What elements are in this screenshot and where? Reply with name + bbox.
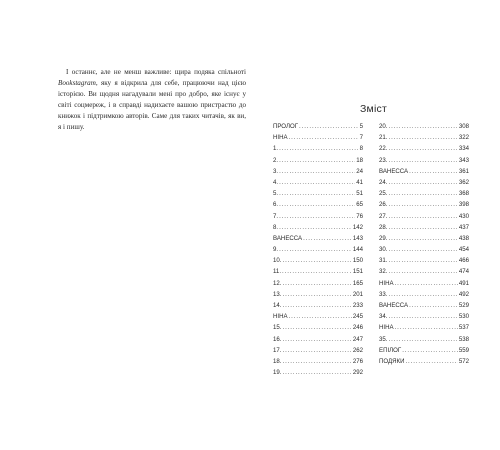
toc-entry xyxy=(379,121,469,132)
toc-dot-leader xyxy=(395,322,458,333)
toc-dot-leader xyxy=(282,334,351,345)
toc-entry xyxy=(273,266,363,277)
toc-dot-leader xyxy=(282,289,351,300)
toc-dot-leader xyxy=(279,222,352,233)
toc-dot-leader xyxy=(279,188,355,199)
toc-dot-leader xyxy=(282,266,352,277)
toc-entry xyxy=(273,255,363,266)
toc-entry xyxy=(273,367,363,378)
toc-entry-label: 1. xyxy=(273,145,279,153)
toc-entry xyxy=(379,255,469,266)
toc-entry-page: 41 xyxy=(356,178,363,186)
toc-dot-leader xyxy=(388,177,457,188)
toc-entry xyxy=(273,311,363,322)
toc-entry-label: 19. xyxy=(273,369,282,377)
toc-entry xyxy=(379,356,469,367)
toc-entry-label: 32. xyxy=(379,268,388,276)
toc-dot-leader xyxy=(388,334,457,345)
toc-dot-leader xyxy=(303,233,352,244)
toc-title: Зміст xyxy=(360,103,387,115)
acknowledgement-text-end: , яку я відкрила для себе, працюючи над цією історією. Ви щодня нагадували мені про добро, яке існує у світі соцмереж, і в справді надихаєте вашою пристрастю до книжок і підтримкою авторів. Саме для таких читачів, як ви, я і пишу. xyxy=(58,79,246,132)
acknowledgement-text-start: І останнє, але не менш важливе: щира подяка спільноті xyxy=(66,68,246,77)
toc-entry xyxy=(273,334,363,345)
toc-entry-page: 538 xyxy=(458,335,469,343)
toc-dot-leader xyxy=(388,199,457,210)
toc-entry xyxy=(379,177,469,188)
toc-entry xyxy=(379,289,469,300)
toc-entry xyxy=(273,132,363,143)
toc-entry-page: 530 xyxy=(458,313,469,321)
toc-entry-page: 245 xyxy=(352,313,363,321)
toc-entry-label: 18. xyxy=(273,357,282,365)
toc-dot-leader xyxy=(388,266,457,277)
toc-entry-page: 143 xyxy=(352,234,363,242)
toc-entry-page: 65 xyxy=(356,201,363,209)
toc-entry xyxy=(379,244,469,255)
toc-entry-label: 6. xyxy=(273,201,279,209)
toc-dot-leader xyxy=(388,255,457,266)
toc-entry xyxy=(273,356,363,367)
toc-entry-page: 5 xyxy=(359,123,363,130)
toc-dot-leader xyxy=(388,233,457,244)
toc-entry-label: 27. xyxy=(379,212,388,220)
toc-entry-label: 11. xyxy=(273,268,282,276)
toc-dot-leader xyxy=(388,121,457,132)
toc-entry xyxy=(273,278,363,289)
toc-dot-leader xyxy=(279,244,352,255)
toc-dot-leader xyxy=(409,300,458,311)
toc-entry xyxy=(273,177,363,188)
toc-entry-page: 559 xyxy=(458,346,469,354)
toc-dot-leader xyxy=(279,155,355,166)
toc-dot-leader xyxy=(388,289,457,300)
toc-dot-leader xyxy=(282,345,351,356)
toc-entry-label: 22. xyxy=(379,145,388,153)
toc-entry xyxy=(273,289,363,300)
toc-dot-leader xyxy=(395,278,458,289)
toc-entry-page: 491 xyxy=(458,279,469,287)
toc-entry-label: НІНА xyxy=(379,279,394,287)
toc-entry-page: 362 xyxy=(458,178,469,186)
toc-entry-page: 438 xyxy=(458,234,469,242)
toc-dot-leader xyxy=(409,166,458,177)
toc-dot-leader xyxy=(299,121,359,132)
toc-entry-label: 26. xyxy=(379,201,388,209)
toc-entry xyxy=(379,278,469,289)
toc-entry-label: 29. xyxy=(379,234,388,242)
toc-entry xyxy=(273,143,363,154)
toc-entry-label: 30. xyxy=(379,246,388,254)
toc-entry-page: 474 xyxy=(458,268,469,276)
toc-entry-page: 247 xyxy=(352,335,363,343)
toc-entry xyxy=(379,211,469,222)
toc-entry-label: НІНА xyxy=(273,313,288,321)
toc-entry-label: 31. xyxy=(379,257,388,265)
toc-entry-page: 322 xyxy=(458,134,469,142)
toc-entry-page: 572 xyxy=(458,357,469,365)
toc-entry-page: 454 xyxy=(458,246,469,254)
toc-entry-label: 12. xyxy=(273,279,282,287)
toc-entry-label: 4. xyxy=(273,178,279,186)
toc-entry xyxy=(379,155,469,166)
toc-entry-page: 334 xyxy=(458,145,469,153)
toc-entry-label: 2. xyxy=(273,156,279,164)
toc-entry-label: 17. xyxy=(273,346,282,354)
toc-dot-leader xyxy=(282,255,351,266)
toc-dot-leader xyxy=(279,211,355,222)
toc-column-right xyxy=(379,121,469,367)
toc-dot-leader xyxy=(282,367,351,378)
toc-entry xyxy=(379,266,469,277)
acknowledgement-paragraph xyxy=(58,67,246,133)
toc-entry xyxy=(379,334,469,345)
toc-dot-leader xyxy=(279,199,355,210)
toc-entry-label: ПОДЯКИ xyxy=(379,357,405,365)
toc-entry-label: 25. xyxy=(379,190,388,198)
toc-entry-label: НІНА xyxy=(273,134,288,142)
toc-dot-leader xyxy=(282,322,351,333)
toc-dot-leader xyxy=(282,300,351,311)
toc-entry-page: 76 xyxy=(356,212,363,220)
toc-dot-leader xyxy=(388,244,457,255)
toc-entry-page: 368 xyxy=(458,190,469,198)
toc-entry xyxy=(273,121,363,132)
toc-entry xyxy=(273,199,363,210)
toc-dot-leader xyxy=(388,222,457,233)
toc-entry-page: 276 xyxy=(352,357,363,365)
toc-entry-page: 51 xyxy=(356,190,363,198)
toc-entry-page: 292 xyxy=(352,369,363,377)
toc-entry xyxy=(273,345,363,356)
toc-entry xyxy=(273,244,363,255)
toc-entry-label: 21. xyxy=(379,134,388,142)
toc-entry-label: 3. xyxy=(273,167,279,175)
toc-entry-label: ВАНЕССА xyxy=(379,167,409,175)
toc-entry-label: ПРОЛОГ xyxy=(273,123,299,130)
toc-entry-label: 20. xyxy=(379,123,388,130)
toc-entry-page: 466 xyxy=(458,257,469,265)
toc-entry-page: 8 xyxy=(359,145,363,153)
toc-entry-page: 144 xyxy=(352,246,363,254)
toc-entry-page: 529 xyxy=(458,302,469,309)
toc-entry xyxy=(379,188,469,199)
toc-entry xyxy=(379,233,469,244)
toc-entry xyxy=(379,300,469,311)
toc-entry-label: 14. xyxy=(273,302,282,309)
toc-dot-leader xyxy=(279,177,355,188)
toc-entry-label: ВАНЕССА xyxy=(273,234,303,242)
toc-entry-page: 142 xyxy=(352,223,363,231)
toc-entry-page: 201 xyxy=(352,290,363,298)
toc-entry-label: 16. xyxy=(273,335,282,343)
toc-entry-label: 10. xyxy=(273,257,282,265)
toc-entry-page: 343 xyxy=(458,156,469,164)
toc-entry-label: 7. xyxy=(273,212,279,220)
toc-entry-label: 35. xyxy=(379,335,388,343)
toc-entry-page: 18 xyxy=(356,156,363,164)
toc-dot-leader xyxy=(289,311,352,322)
toc-dot-leader xyxy=(279,143,359,154)
toc-entry xyxy=(273,166,363,177)
toc-entry-page: 7 xyxy=(359,134,363,142)
toc-entry-page: 537 xyxy=(458,324,469,332)
toc-entry-label: 33. xyxy=(379,290,388,298)
toc-dot-leader xyxy=(405,356,457,367)
toc-entry xyxy=(273,155,363,166)
toc-entry xyxy=(379,322,469,333)
toc-entry-page: 262 xyxy=(352,346,363,354)
toc-entry-label: НІНА xyxy=(379,324,394,332)
toc-entry xyxy=(379,311,469,322)
toc-entry-page: 492 xyxy=(458,290,469,298)
toc-entry-page: 233 xyxy=(352,302,363,309)
toc-entry xyxy=(379,166,469,177)
toc-entry-label: 24. xyxy=(379,178,388,186)
toc-dot-leader xyxy=(289,132,359,143)
toc-entry-page: 24 xyxy=(356,167,363,175)
toc-entry xyxy=(379,143,469,154)
toc-entry-label: 15. xyxy=(273,324,282,332)
toc-entry xyxy=(379,132,469,143)
toc-dot-leader xyxy=(388,132,457,143)
toc-entry-label: 13. xyxy=(273,290,282,298)
toc-dot-leader xyxy=(282,356,351,367)
toc-entry-label: ВАНЕССА xyxy=(379,302,409,309)
toc-entry-page: 246 xyxy=(352,324,363,332)
toc-entry xyxy=(273,300,363,311)
toc-entry-label: 5. xyxy=(273,190,279,198)
toc-entry xyxy=(273,322,363,333)
toc-entry xyxy=(379,345,469,356)
toc-entry-page: 361 xyxy=(458,167,469,175)
toc-entry-label: 28. xyxy=(379,223,388,231)
toc-entry-label: 23. xyxy=(379,156,388,164)
toc-entry xyxy=(273,222,363,233)
acknowledgement-italic-term: Bookstagram xyxy=(58,79,96,88)
toc-entry-label: 34. xyxy=(379,313,388,321)
toc-entry-label: ЕПІЛОГ xyxy=(379,346,402,354)
toc-entry-page: 308 xyxy=(458,123,469,130)
toc-dot-leader xyxy=(282,278,351,289)
toc-dot-leader xyxy=(388,188,457,199)
toc-column-left xyxy=(273,121,363,378)
toc-dot-leader xyxy=(402,345,458,356)
toc-dot-leader xyxy=(388,143,457,154)
toc-dot-leader xyxy=(388,155,457,166)
toc-entry xyxy=(273,233,363,244)
toc-entry xyxy=(273,211,363,222)
toc-dot-leader xyxy=(388,311,457,322)
toc-entry-page: 150 xyxy=(352,257,363,265)
toc-entry-page: 398 xyxy=(458,201,469,209)
toc-dot-leader xyxy=(388,211,457,222)
toc-entry-label: 8. xyxy=(273,223,279,231)
toc-entry-page: 165 xyxy=(352,279,363,287)
toc-entry xyxy=(379,199,469,210)
toc-dot-leader xyxy=(279,166,355,177)
toc-entry xyxy=(379,222,469,233)
toc-entry-page: 430 xyxy=(458,212,469,220)
toc-entry xyxy=(273,188,363,199)
toc-entry-page: 151 xyxy=(352,268,363,276)
toc-entry-page: 437 xyxy=(458,223,469,231)
toc-entry-label: 9. xyxy=(273,246,279,254)
